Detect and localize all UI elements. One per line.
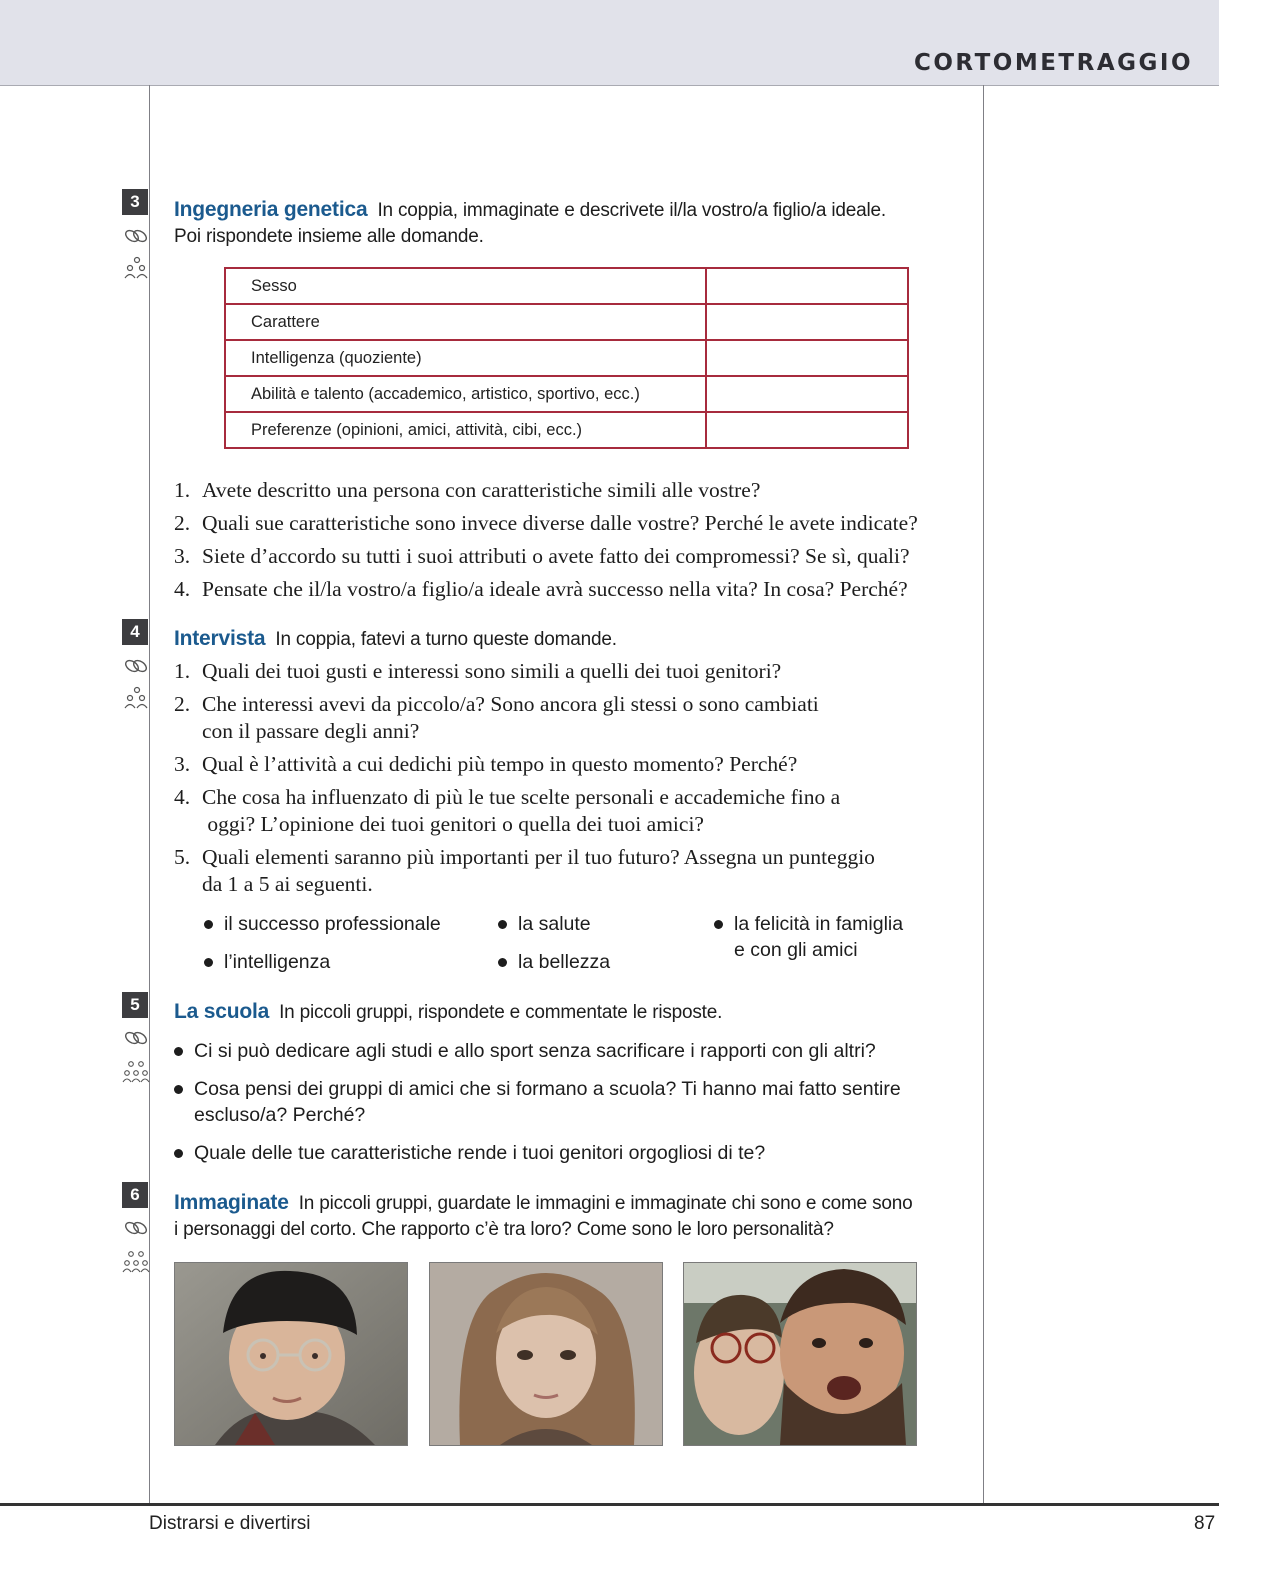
question-number: 4. <box>174 785 191 809</box>
question-number: 1. <box>174 478 191 502</box>
list-item <box>174 1038 954 1064</box>
question-number: 4. <box>174 577 191 601</box>
section-title: CORTOMETRAGGIO <box>913 50 1193 76</box>
question-text: Quali dei tuoi gusti e interessi sono simili a quelli dei tuoi genitori? <box>202 659 782 683</box>
list-item <box>174 691 974 745</box>
question-number: 3. <box>174 752 191 776</box>
table-row-label: Sesso <box>225 268 706 304</box>
exercise-6-keyword: Immaginate <box>174 1191 289 1214</box>
exercise-3-heading <box>174 197 934 250</box>
exercise-4-heading <box>174 626 934 653</box>
bullet-dot <box>204 958 213 967</box>
question-text-continued: escluso/a? Perché? <box>194 1104 366 1126</box>
group-link-icon <box>122 1216 150 1240</box>
page-number: 87 <box>1194 1513 1216 1534</box>
question-text-continued: da 1 a 5 ai seguenti. <box>202 872 373 896</box>
list-item <box>174 576 974 603</box>
question-text: Quali elementi saranno più importanti per il tuo futuro? Assegna un punteggio <box>202 845 875 869</box>
question-text: Quale delle tue caratteristiche rende i tuoi genitori orgogliosi di te? <box>194 1142 766 1164</box>
exercise-6-number-badge: 6 <box>122 1182 148 1208</box>
group-people-icon <box>122 1250 150 1274</box>
exercise-3-instruction-line2: Poi rispondete insieme alle domande. <box>174 226 484 247</box>
option-text: la felicità in famiglia <box>734 913 904 935</box>
table-answer-cell[interactable] <box>706 376 908 412</box>
list-item <box>174 658 974 685</box>
exercise-4-questions <box>174 658 974 904</box>
exercise-4-instruction: In coppia, fatevi a turno queste domande. <box>275 629 617 650</box>
table-row-label: Preferenze (opinioni, amici, attività, cibi, ecc.) <box>225 412 706 448</box>
footer-rule <box>0 1503 1219 1506</box>
question-text: Che cosa ha influenzato di più le tue scelte personali e accademiche fino a <box>202 785 841 809</box>
exercise-3-number-badge: 3 <box>122 189 148 215</box>
question-text: Pensate che il/la vostro/a figlio/a ideale avrà successo nella vita? In cosa? Perché? <box>202 577 908 601</box>
question-text: Cosa pensi dei gruppi di amici che si formano a scuola? Ti hanno mai fatto sentire <box>194 1078 901 1100</box>
question-text: Ci si può dedicare agli studi e allo sport senza sacrificare i rapporti con gli altri? <box>194 1040 876 1062</box>
exercise-3-questions <box>174 477 974 609</box>
list-item <box>174 1076 954 1128</box>
exercise-5-instruction: In piccoli gruppi, rispondete e commentate le risposte. <box>279 1002 723 1023</box>
option-text: il successo professionale <box>224 913 441 935</box>
table-answer-cell[interactable] <box>706 268 908 304</box>
question-number: 3. <box>174 544 191 568</box>
bullet-dot <box>714 920 723 929</box>
option-text: la bellezza <box>518 951 611 973</box>
option-text: l’intelligenza <box>224 951 331 973</box>
boy-with-beanie-and-glasses-photo <box>174 1262 408 1446</box>
table-row <box>225 376 908 412</box>
question-text: Qual è l’attività a cui dedichi più tempo in questo momento? Perché? <box>202 752 798 776</box>
option-text: la salute <box>518 913 591 935</box>
table-row <box>225 268 908 304</box>
question-number: 5. <box>174 845 191 869</box>
question-text: Avete descritto una persona con caratteristiche simili alle vostre? <box>202 478 761 502</box>
group-people-icon <box>122 1060 150 1084</box>
table-row <box>225 304 908 340</box>
list-item <box>174 543 974 570</box>
pair-link-icon <box>122 654 150 678</box>
list-item <box>174 751 974 778</box>
list-item <box>174 844 974 898</box>
exercise-4-keyword: Intervista <box>174 627 266 650</box>
question-text: Siete d’accordo su tutti i suoi attributi o avete fatto dei compromessi? Se sì, quali? <box>202 544 910 568</box>
exercise-6-instruction-line2: i personaggi del corto. Che rapporto c’è tra loro? Come sono le loro personalità? <box>174 1219 834 1240</box>
ideal-child-profile-table <box>224 267 909 449</box>
exercise-5-number-badge: 5 <box>122 992 148 1018</box>
bullet-dot <box>498 958 507 967</box>
exercise-6-instruction-line1: In piccoli gruppi, guardate le immagini e immaginate chi sono e come sono <box>298 1193 913 1214</box>
question-text: Quali sue caratteristiche sono invece diverse dalle vostre? Perché le avete indicate? <box>202 511 918 535</box>
question-number: 2. <box>174 692 191 716</box>
option-text-continued: e con gli amici <box>734 939 858 961</box>
exercise-5-keyword: La scuola <box>174 1000 270 1023</box>
exercise-3-keyword: Ingegneria genetica <box>174 198 368 221</box>
bullet-dot <box>174 1047 183 1056</box>
bullet-dot <box>204 920 213 929</box>
footer-chapter-title: Distrarsi e divertirsi <box>149 1513 311 1534</box>
pair-people-icon <box>122 256 150 280</box>
list-item <box>174 1140 954 1166</box>
bullet-dot <box>498 920 507 929</box>
exercise-4-number-badge: 4 <box>122 619 148 645</box>
question-number: 2. <box>174 511 191 535</box>
girl-portrait-photo <box>429 1262 663 1446</box>
question-text: Che interessi avevi da piccolo/a? Sono ancora gli stessi o sono cambiati <box>202 692 819 716</box>
exercise-6-heading <box>174 1190 954 1243</box>
list-item <box>174 477 974 504</box>
exercise-3-instruction-line1: In coppia, immaginate e descrivete il/la vostro/a figlio/a ideale. <box>377 200 886 221</box>
table-row <box>225 340 908 376</box>
boy-and-man-photo <box>683 1262 917 1446</box>
bullet-dot <box>174 1149 183 1158</box>
pair-people-icon <box>122 686 150 710</box>
list-item <box>204 949 330 975</box>
list-item <box>174 510 974 537</box>
table-answer-cell[interactable] <box>706 304 908 340</box>
table-row-label: Intelligenza (quoziente) <box>225 340 706 376</box>
left-margin-rule <box>149 85 150 1504</box>
list-item <box>498 949 610 975</box>
right-margin-rule <box>983 85 984 1504</box>
list-item <box>714 911 903 963</box>
list-item <box>498 911 591 937</box>
table-answer-cell[interactable] <box>706 340 908 376</box>
bullet-dot <box>174 1085 183 1094</box>
question-number: 1. <box>174 659 191 683</box>
table-row-label: Carattere <box>225 304 706 340</box>
question-text-continued: oggi? L’opinione dei tuoi genitori o quella dei tuoi amici? <box>202 812 704 836</box>
list-item <box>204 911 441 937</box>
table-row-label: Abilità e talento (accademico, artistico, sportivo, ecc.) <box>225 376 706 412</box>
list-item <box>174 784 974 838</box>
exercise-5-heading <box>174 999 934 1026</box>
group-link-icon <box>122 1026 150 1050</box>
table-answer-cell[interactable] <box>706 412 908 448</box>
pair-link-icon <box>122 224 150 248</box>
table-row <box>225 412 908 448</box>
question-text-continued: con il passare degli anni? <box>202 719 420 743</box>
